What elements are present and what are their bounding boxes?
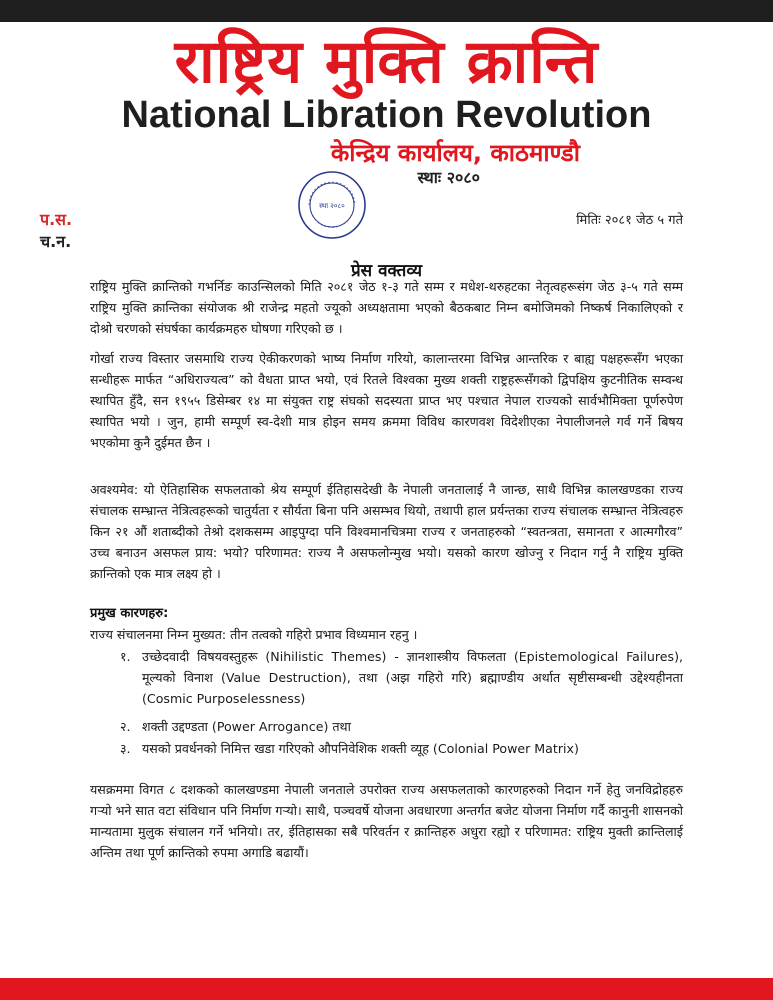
reason-item-2 <box>90 716 683 737</box>
main-reasons-intro: राज्य संचालनमा निम्न मुख्यत: तीन तत्वको गहिरो प्रभाव विध्यमान रहनु । <box>90 627 418 642</box>
reason-text: शक्ती उद्दण्डता (Power Arrogance) तथा <box>142 719 351 734</box>
reason-text: उच्छेदवादी विषयवस्तुहरू (Nihilistic Themes) - ज्ञानशास्त्रीय विफलता (Epistemological Failures), मूल्यको विनाश (Value Destruction), तथा (अझ गहिरो गरि) ब्रह्माण्डीय अर्थात सृष्टीसम्बन्धी उद्देश्यहीनता (Cosmic Purposelessness) <box>142 649 683 706</box>
reason-item-1 <box>90 646 683 709</box>
press-statement-heading: प्रेस वक्तव्य <box>350 261 422 281</box>
established-year: स्थाः २०८० <box>417 168 480 187</box>
paragraph-2: गोर्खा राज्य विस्तार जसमाथि राज्य ऐकीकरणको भाष्य निर्माण गरियो, कालान्तरमा विभिन्न आन्तरिक र बाह्य पक्षहरूसँग भएका सन्धीहरू मार्फत “अधिराज्यत्व” को वैधता प्राप्त भयो, एवं रितले विश्वका मुख्य शक्ती राष्ट्रहरूसँगको द्विपक्षिय कुटनीतिक सम्वन्ध स्थापित हुँदै, सन १९५५ डिसेम्बर १४ मा संयुक्त राष्ट्र संघको सदस्यता प्राप्त भए पश्चात नेपाल राज्यको सार्वभौमिक्ता पूर्णरुपेण स्थापित भयो । जुन, हामी सम्पूर्ण स्व-देशी मात्र होइन समय क्रममा विविध कारणवश विदेशीएका नेपालीजनले गर्व गर्ने बिषय भएकोमा कुनै दुईमत छैन । <box>90 351 683 450</box>
reason-number: ३. <box>120 741 131 756</box>
document-date: मितिः २०८१ जेठ ५ गते <box>576 213 683 228</box>
reference-cn: च.न. <box>40 232 72 251</box>
paragraph-1: राष्ट्रिय मुक्ति क्रान्तिको गभर्निङ काउन्सिलको मिति २०८१ जेठ १-३ गते सम्म र मधेश-थरुहटका नेतृत्वहरूसंग जेठ ३-५ गते सम्म राष्ट्रिय मुक्ति क्रान्तिका संयोजक श्री राजेन्द्र महतो ज्यूको अध्यक्षतामा भएको बैठकबाट निम्न बमोजिमको निष्कर्ष निकालिएको र दोश्रो चरणको संघर्षका कार्यक्रमहरु घोषणा गरिएको छ । <box>90 279 683 336</box>
reference-ps: प.स. <box>40 210 73 229</box>
bottom-red-bar <box>0 978 773 1000</box>
top-black-bar <box>0 0 773 22</box>
reason-item-3 <box>90 738 683 759</box>
letterhead-title-nepali: राष्ट्रिय मुक्ति क्रान्ति <box>174 27 599 97</box>
paragraph-4: यसक्रममा विगत ८ दशकको कालखण्डमा नेपाली जनताले उपरोक्त राज्य असफलताको कारणहरुको निदान गर्ने हेतु जनविद्रोहहरु गऱ्यो भने सात वटा संविधान पनि निर्माण गऱ्यो। साथै, पञ्चवर्षे योजना अवधारणा अन्तर्गत बजेट योजना निर्माण गर्दै कानुनी शासनको मान्यतामा मुलुक संचालन गर्ने भनियो। तर, ईतिहासका सबै परिवर्तन र क्रान्तिहरु अधुरा रह्यो र परिणामत: राष्ट्रिय मुक्ती क्रान्तिलाई अन्तिम तथा पूर्ण क्रान्तिको रुपमा अगाडि बढायौं। <box>90 782 683 860</box>
reason-text: यसको प्रवर्धनको निमित्त खडा गरिएको औपनिवेशिक शक्ती व्यूह (Colonial Power Matrix) <box>142 741 579 756</box>
main-reasons-title: प्रमुख कारणहरु: <box>90 606 169 621</box>
seal-text: स्था २०८० <box>319 202 345 210</box>
paragraph-3: अवश्यमेव: यो ऐतिहासिक सफलताको श्रेय सम्पूर्ण ईतिहासदेखी कै नेपाली जनतालाई नै जान्छ, साथै विभिन्न कालखण्डका राज्य संचालक सम्भ्रान्त नेत्रित्वहरूको चातुर्यता र सौर्यता बिना पनि असम्भव थियो, तथापी हाल प्रर्यन्तका राज्य संचालक सम्भ्रान्त नेत्रित्वहरु किन २१ औं शताब्दीको तेश्रो दशकसम्म आइपुग्दा पनि विश्वमानचित्रमा राज्य र जनताहरुको “स्वतन्त्रता, समानता र आत्मगौरव” उच्च बनाउन असफल प्राय: भयो? परिणामत: राज्य नै असफलोन्मुख भयो। यसको कारण खोज्नु र निदान गर्नु नै राष्ट्रिय मुक्ति क्रान्तिको एक मात्र लक्ष्य हो । <box>90 482 683 581</box>
reason-number: १. <box>120 649 131 664</box>
reason-number: २. <box>120 719 131 734</box>
organization-seal-stamp <box>297 170 367 240</box>
office-location: केन्द्रिय कार्यालय, काठमाण्डौ <box>330 139 580 167</box>
letterhead-title-english: National Libration Revolution <box>121 94 652 136</box>
